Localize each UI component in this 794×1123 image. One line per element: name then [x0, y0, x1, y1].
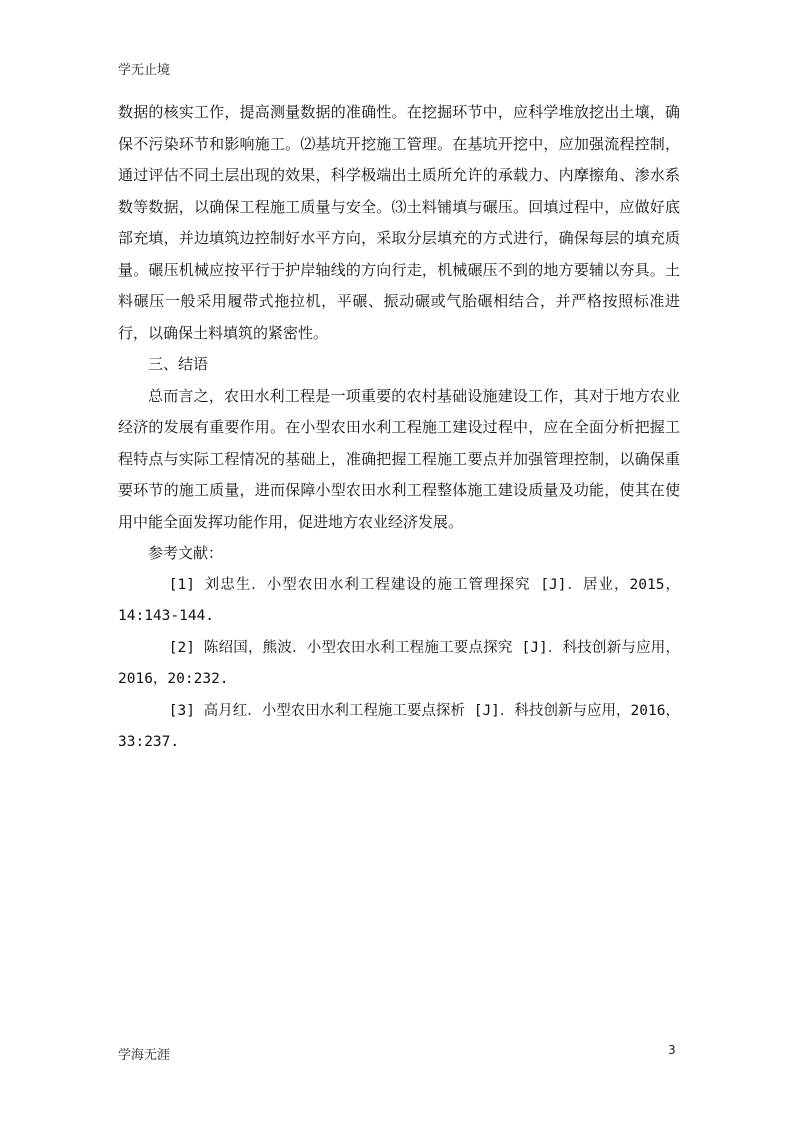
conclusion-paragraph: 总而言之，农田水利工程是一项重要的农村基础设施建设工作，其对于地方农业经济的发展有重要作用。在小型农田水利工程施工建设过程中，应在全面分析把握工程特点与实际工程情况的基础上，准确把握工程施工要点并加强管理控制，以确保重要环节的施工质量，进而保障小型农田水利工程整体施工建设质量及功能，使其在使用中能全面发挥功能作用，促进地方农业经济发展。	[118, 386, 680, 531]
page-footer-text: 学海无涯	[118, 1048, 171, 1063]
references-heading: 参考文献：	[148, 544, 224, 562]
reference-item-2: [2] 陈绍国，熊波．小型农田水利工程施工要点探究 [J]．科技创新与应用，2016，20:232.	[118, 639, 680, 687]
page-header: 学无止境	[118, 63, 171, 78]
reference-item-3: [3] 高月红．小型农田水利工程施工要点探析 [J]．科技创新与应用，2016，33:237.	[118, 702, 680, 750]
body-paragraph-continued: 数据的核实工作，提高测量数据的准确性。在挖掘环节中，应科学堆放挖出土壤，确保不污染环节和影响施工。⑵基坑开挖施工管理。在基坑开挖中，应加强流程控制，通过评估不同土层出现的效果，科学极端出土质所允许的承载力、内摩擦角、渗水系数等数据，以确保工程施工质量与安全。⑶土料铺填与碾压。回填过程中，应做好底部充填，并边填筑边控制好水平方向，采取分层填充的方式进行，确保每层的填充质量。碾压机械应按平行于护岸轴线的方向行走，机械碾压不到的地方要辅以夯具。土料碾压一般采用履带式拖拉机，平碾、振动碾或气胎碾相结合，并严格按照标准进行，以确保土料填筑的紧密性。	[118, 103, 680, 342]
page-number: 3	[668, 1043, 676, 1057]
document-body	[118, 97, 680, 759]
reference-item-1: [1] 刘忠生．小型农田水利工程建设的施工管理探究 [J]．居业，2015，14:143-144.	[118, 576, 680, 624]
section-heading: 三、结语	[148, 355, 209, 373]
